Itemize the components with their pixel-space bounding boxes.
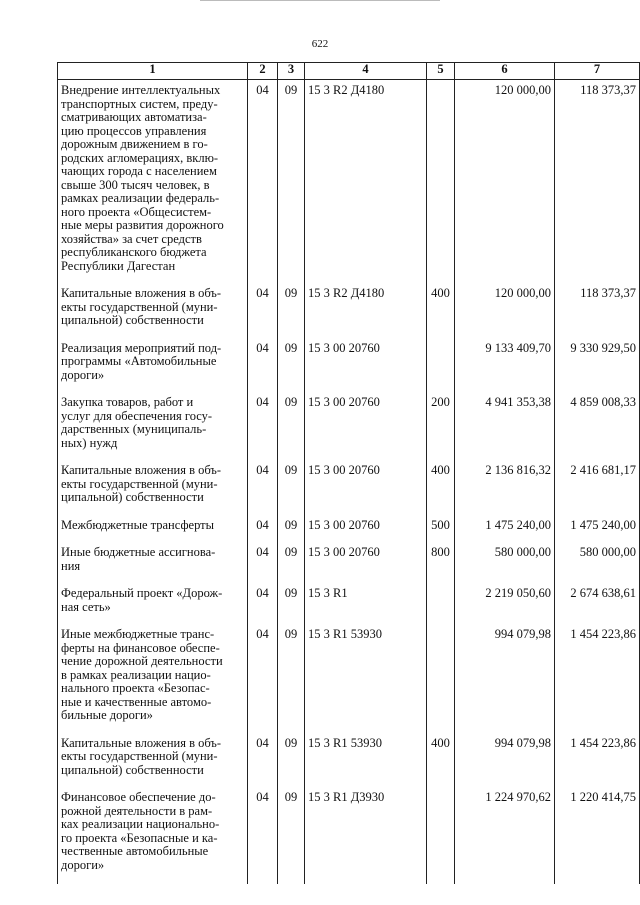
row-subsection: 09 <box>278 80 305 284</box>
row-name: Капитальные вложения в объ- екты государственной (муни- ципальной) собственности <box>61 463 222 504</box>
row-subsection: 09 <box>278 283 305 338</box>
row-name: Межбюджетные трансферты <box>61 517 215 532</box>
header-col-1: 1 <box>58 63 248 80</box>
header-col-5: 5 <box>427 63 455 80</box>
row-amount-1: 994 079,98 <box>455 733 555 788</box>
row-subsection: 09 <box>278 583 305 624</box>
row-name-cell <box>58 283 248 338</box>
table-row <box>58 733 640 788</box>
row-section: 04 <box>248 460 278 515</box>
scan-top-edge <box>200 0 440 1</box>
header-col-6: 6 <box>455 63 555 80</box>
row-name: Федеральный проект «Дорож- ная сеть» <box>61 586 223 614</box>
row-name: Капитальные вложения в объ- екты государственной (муни- ципальной) собственности <box>61 286 222 327</box>
row-subsection: 09 <box>278 460 305 515</box>
row-amount-1: 120 000,00 <box>455 283 555 338</box>
row-name-cell <box>58 787 248 884</box>
row-amount-1: 994 079,98 <box>455 624 555 733</box>
row-target-article: 15 3 00 20760 <box>305 338 427 393</box>
row-amount-2: 2 674 638,61 <box>555 583 640 624</box>
header-col-3: 3 <box>278 63 305 80</box>
row-subsection: 09 <box>278 624 305 733</box>
row-amount-1: 1 475 240,00 <box>455 515 555 543</box>
row-section: 04 <box>248 733 278 788</box>
row-expense-type <box>427 624 455 733</box>
row-amount-1: 120 000,00 <box>455 80 555 284</box>
row-subsection: 09 <box>278 733 305 788</box>
row-section: 04 <box>248 542 278 583</box>
table-row <box>58 515 640 543</box>
row-name: Финансовое обеспечение до- рожной деятельности в рам- ках реализации национально- го проекта «Безопасные и ка- чественные автомобильные дороги» <box>61 790 220 872</box>
row-target-article: 15 3 R1 Д3930 <box>305 787 427 884</box>
header-col-4: 4 <box>305 63 427 80</box>
row-name: Иные межбюджетные транс- ферты на финансовое обеспе- чение дорожной деятельности в рамках реализации нацио- нального проекта «Безопас- ные и качественные автомо- бильные дороги» <box>61 627 223 722</box>
row-amount-1: 1 224 970,62 <box>455 787 555 884</box>
row-subsection: 09 <box>278 542 305 583</box>
row-amount-1: 4 941 353,38 <box>455 392 555 460</box>
row-target-article: 15 3 00 20760 <box>305 392 427 460</box>
row-name: Капитальные вложения в объ- екты государственной (муни- ципальной) собственности <box>61 735 222 777</box>
row-expense-type: 400 <box>427 733 455 788</box>
row-target-article: 15 3 00 20760 <box>305 460 427 515</box>
table-row <box>58 80 640 284</box>
row-section: 04 <box>248 338 278 393</box>
row-expense-type <box>427 583 455 624</box>
row-name-cell <box>58 624 248 733</box>
row-section: 04 <box>248 583 278 624</box>
row-expense-type: 500 <box>427 515 455 543</box>
table-row <box>58 283 640 338</box>
row-name: Иные бюджетные ассигнова- ния <box>61 545 216 573</box>
header-col-7: 7 <box>555 63 640 80</box>
table-row <box>58 338 640 393</box>
row-target-article: 15 3 00 20760 <box>305 542 427 583</box>
row-amount-2: 1 475 240,00 <box>555 515 640 543</box>
table-row <box>58 787 640 884</box>
row-target-article: 15 3 R2 Д4180 <box>305 283 427 338</box>
table-row <box>58 624 640 733</box>
row-amount-2: 4 859 008,33 <box>555 392 640 460</box>
row-name-cell <box>58 733 248 788</box>
row-amount-2: 580 000,00 <box>555 542 640 583</box>
row-section: 04 <box>248 80 278 284</box>
row-name-cell <box>58 460 248 515</box>
table-header <box>58 63 640 80</box>
row-name: Реализация мероприятий под- программы «Автомобильные дороги» <box>61 340 222 382</box>
page-number: 622 <box>311 38 329 50</box>
row-subsection: 09 <box>278 338 305 393</box>
row-amount-2: 1 454 223,86 <box>555 733 640 788</box>
row-amount-1: 580 000,00 <box>455 542 555 583</box>
row-subsection: 09 <box>278 515 305 543</box>
row-name: Внедрение интеллектуальных транспортных систем, преду- сматривающих автоматиза- цию процессов управления дорожным движением в го- родских агломерациях, вклю- чающих города с населением свыше 300 тысяч человек, в рамках реализации федераль- ного проекта «Общесистем- ные меры развития дорожного хозяйства» за счет средств республиканского бюджета Республики Дагестан <box>61 83 224 273</box>
row-name-cell <box>58 515 248 543</box>
budget-table <box>57 62 640 884</box>
header-row <box>58 63 640 80</box>
table-row <box>58 542 640 583</box>
row-amount-2: 118 373,37 <box>555 283 640 338</box>
row-amount-2: 1 454 223,86 <box>555 624 640 733</box>
row-amount-2: 9 330 929,50 <box>555 338 640 393</box>
row-name-cell <box>58 392 248 460</box>
row-subsection: 09 <box>278 787 305 884</box>
row-section: 04 <box>248 624 278 733</box>
header-col-2: 2 <box>248 63 278 80</box>
row-amount-2: 1 220 414,75 <box>555 787 640 884</box>
row-expense-type <box>427 787 455 884</box>
row-expense-type: 400 <box>427 460 455 515</box>
row-expense-type <box>427 80 455 284</box>
row-target-article: 15 3 R1 53930 <box>305 733 427 788</box>
row-name-cell <box>58 80 248 284</box>
row-subsection: 09 <box>278 392 305 460</box>
row-section: 04 <box>248 392 278 460</box>
row-target-article: 15 3 R1 <box>305 583 427 624</box>
table-row <box>58 583 640 624</box>
table-body <box>58 80 640 885</box>
row-amount-2: 118 373,37 <box>555 80 640 284</box>
row-expense-type <box>427 338 455 393</box>
row-amount-2: 2 416 681,17 <box>555 460 640 515</box>
row-name-cell <box>58 542 248 583</box>
row-target-article: 15 3 R2 Д4180 <box>305 80 427 284</box>
row-section: 04 <box>248 283 278 338</box>
row-expense-type: 400 <box>427 283 455 338</box>
table-row <box>58 392 640 460</box>
row-name-cell <box>58 583 248 624</box>
row-amount-1: 2 219 050,60 <box>455 583 555 624</box>
row-section: 04 <box>248 787 278 884</box>
row-amount-1: 2 136 816,32 <box>455 460 555 515</box>
row-target-article: 15 3 00 20760 <box>305 515 427 543</box>
row-name-cell <box>58 338 248 393</box>
row-section: 04 <box>248 515 278 543</box>
row-expense-type: 200 <box>427 392 455 460</box>
row-expense-type: 800 <box>427 542 455 583</box>
table-row <box>58 460 640 515</box>
row-amount-1: 9 133 409,70 <box>455 338 555 393</box>
row-name: Закупка товаров, работ и услуг для обеспечения госу- дарственных (муниципаль- ных) нужд <box>61 395 213 450</box>
row-target-article: 15 3 R1 53930 <box>305 624 427 733</box>
